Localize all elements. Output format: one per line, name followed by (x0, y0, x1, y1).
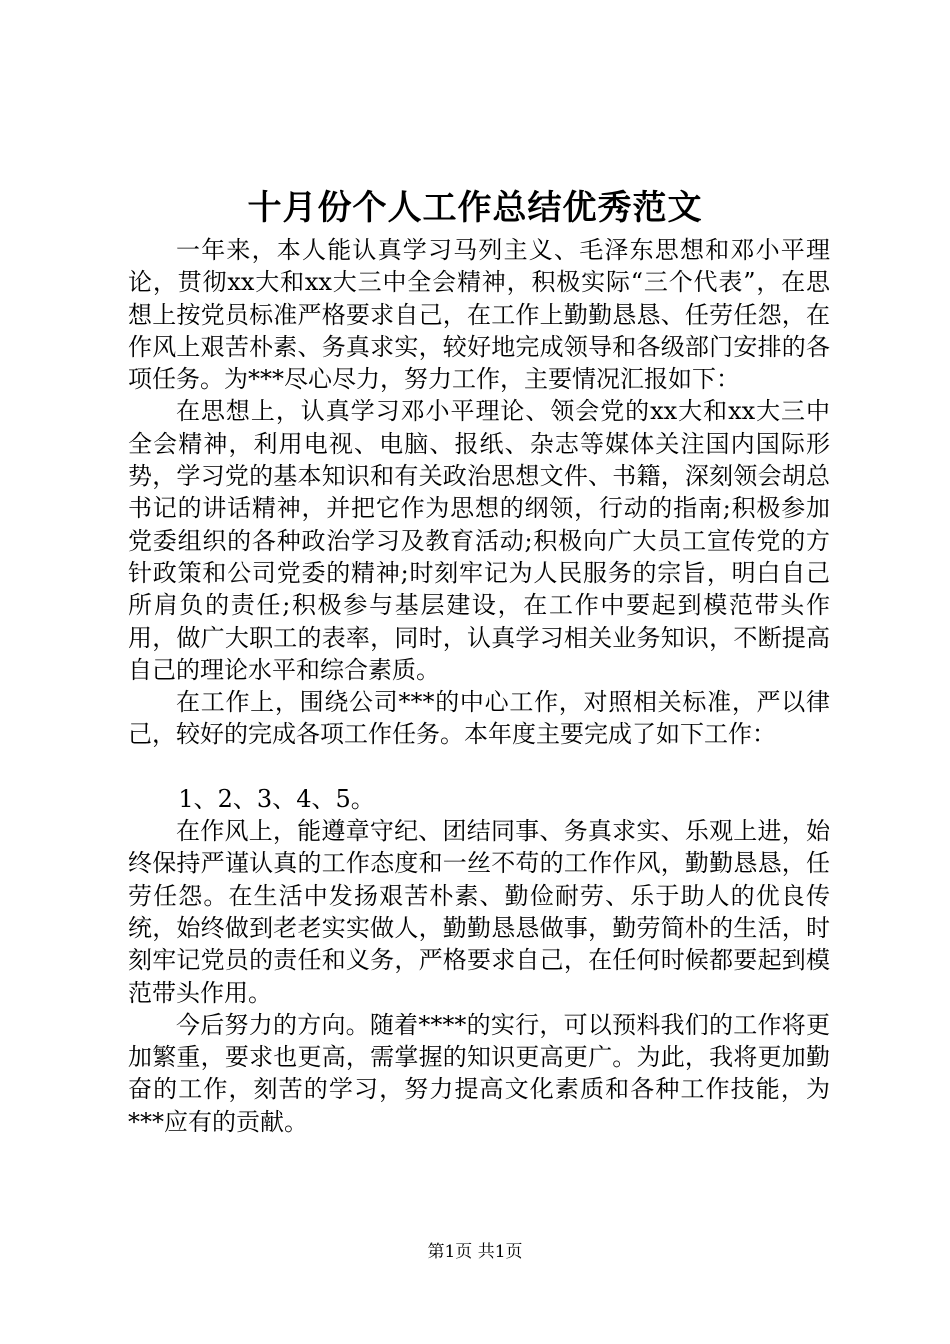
blank-line (128, 751, 830, 783)
page-title: 十月份个人工作总结优秀范文 (247, 188, 703, 228)
paragraph-future: 今后努力的方向。随着****的实行，可以预料我们的工作将更加繁重，要求也更高，需掌握的知识更高更广。为此，我将更加勤奋的工作，刻苦的学习，努力提高文化素质和各种工作技能，为***应有的贡献。 (128, 1010, 830, 1136)
paragraph-thought: 在思想上，认真学习邓小平理论、领会党的xx大和xx大三中全会精神，利用电视、电脑、报纸、杂志等媒体关注国内国际形势，学习党的基本知识和有关政治思想文件、书籍，深刻领会胡总书记的讲话精神，并把它作为思想的纲领，行动的指南;积极参加党委组织的各种政治学习及教育活动;积极向广大员工宣传党的方针政策和公司党委的精神;时刻牢记为人民服务的宗旨，明白自己所肩负的责任;积极参与基层建设，在工作中要起到模范带头作用，做广大职工的表率，同时，认真学习相关业务知识，不断提高自己的理论水平和综合素质。 (128, 397, 830, 684)
paragraph-style: 在作风上，能遵章守纪、团结同事、务真求实、乐观上进，始终保持严谨认真的工作态度和一丝不苟的工作作风，勤勤恳恳，任劳任怨。在生活中发扬艰苦朴素、勤俭耐劳、乐于助人的优良传统，始终做到老老实实做人，勤勤恳恳做事，勤劳简朴的生活，时刻牢记党员的责任和义务，严格要求自己，在任何时候都要起到模范带头作用。 (128, 817, 830, 1007)
paragraph-work: 在工作上，围绕公司***的中心工作，对照相关标准，严以律己，较好的完成各项工作任务。本年度主要完成了如下工作： (128, 688, 830, 749)
document-body (128, 234, 830, 1138)
paragraph-intro: 一年来，本人能认真学习马列主义、毛泽东思想和邓小平理论，贯彻xx大和xx大三中全会精神，积极实际“三个代表”，在思想上按党员标准严格要求自己，在工作上勤勤恳恳、任劳任怨，在作风上艰苦朴素、务真求实，较好地完成领导和各级部门安排的各项任务。为***尽心尽力，努力工作，主要情况汇报如下： (128, 236, 830, 394)
work-list-line: 1、2、3、4、5。 (178, 784, 375, 813)
page-footer: 第1页 共1页 (427, 1242, 523, 1262)
